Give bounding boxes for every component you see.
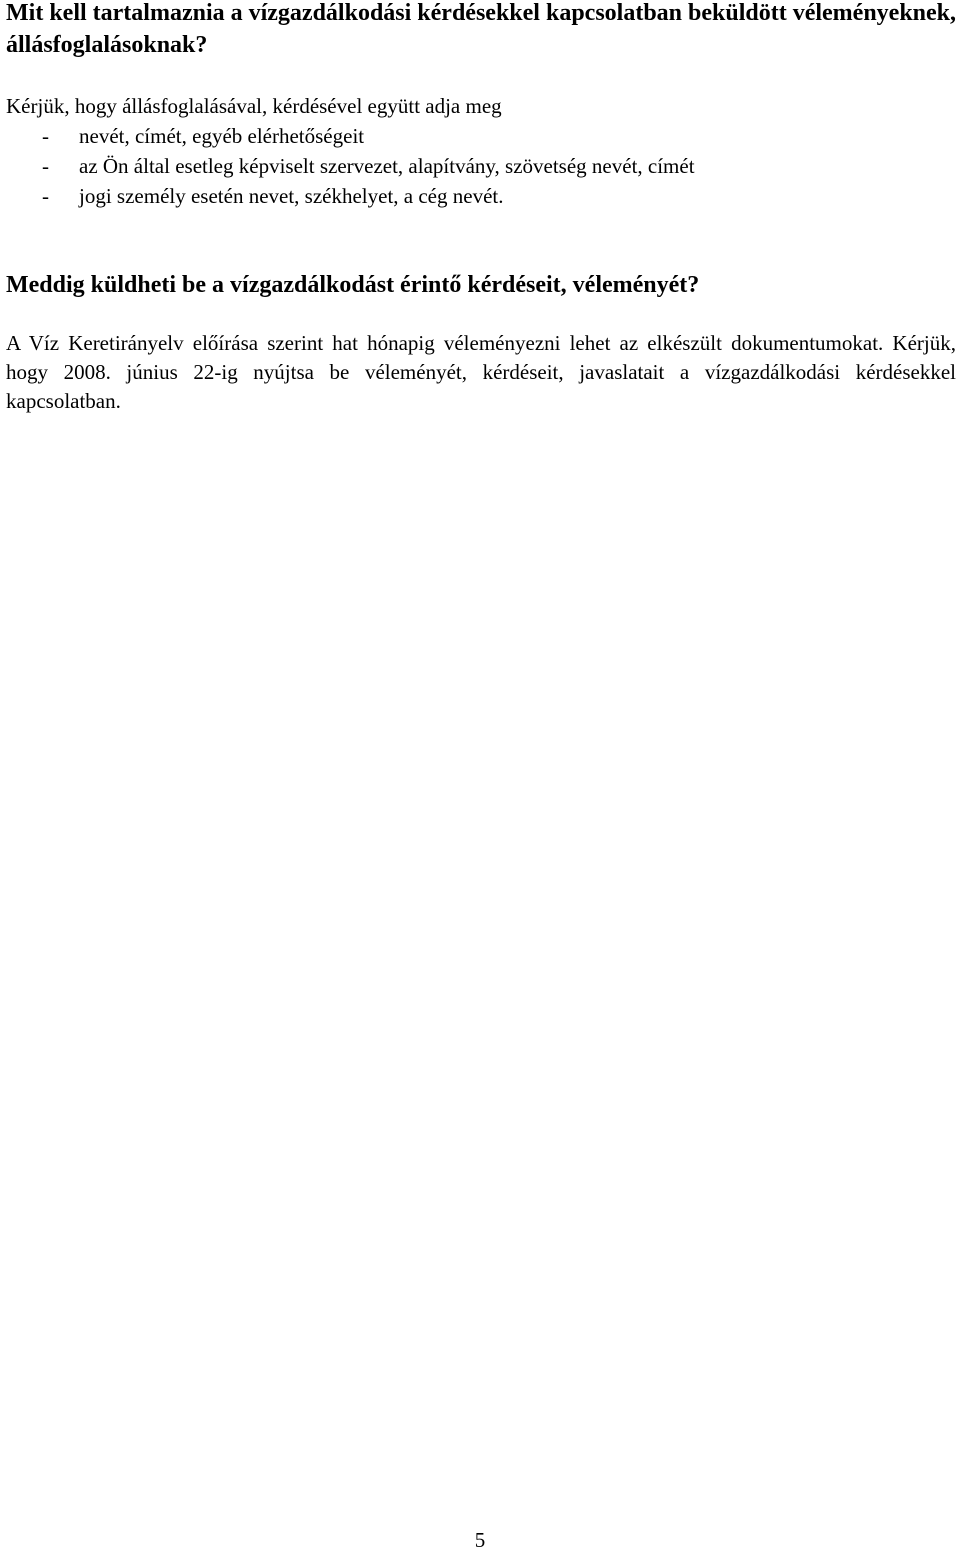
section-heading-content-requirements: Mit kell tartalmaznia a vízgazdálkodási kérdésekkel kapcsolatban beküldött véleményeknek, állásfoglalásoknak? (6, 0, 957, 58)
requirements-list (6, 121, 956, 211)
list-item (6, 121, 956, 151)
list-item (6, 151, 956, 181)
list-dash: - (42, 124, 49, 148)
list-item (6, 181, 956, 211)
list-dash: - (42, 154, 49, 178)
list-item-text: jogi személy esetén nevet, székhelyet, a cég nevét. (79, 184, 504, 208)
list-item-text: nevét, címét, egyéb elérhetőségeit (79, 124, 365, 148)
page-number: 5 (474, 1528, 486, 1552)
deadline-paragraph: A Víz Keretirányelv előírása szerint hat hónapig véleményezni lehet az elkészült dokumentumokat. Kérjük, hogy 2008. június 22-ig nyújtsa be véleményét, kérdéseit, javaslatait a vízgazdálkodási kérdésekkel kapcsolatban. (6, 331, 956, 413)
list-item-text: az Ön által esetleg képviselt szervezet, alapítvány, szövetség nevét, címét (79, 154, 695, 178)
list-dash: - (42, 184, 49, 208)
intro-text: Kérjük, hogy állásfoglalásával, kérdésével együtt adja meg (6, 94, 502, 118)
section-heading-deadline: Meddig küldheti be a vízgazdálkodást érintő kérdéseit, véleményét? (6, 272, 700, 298)
